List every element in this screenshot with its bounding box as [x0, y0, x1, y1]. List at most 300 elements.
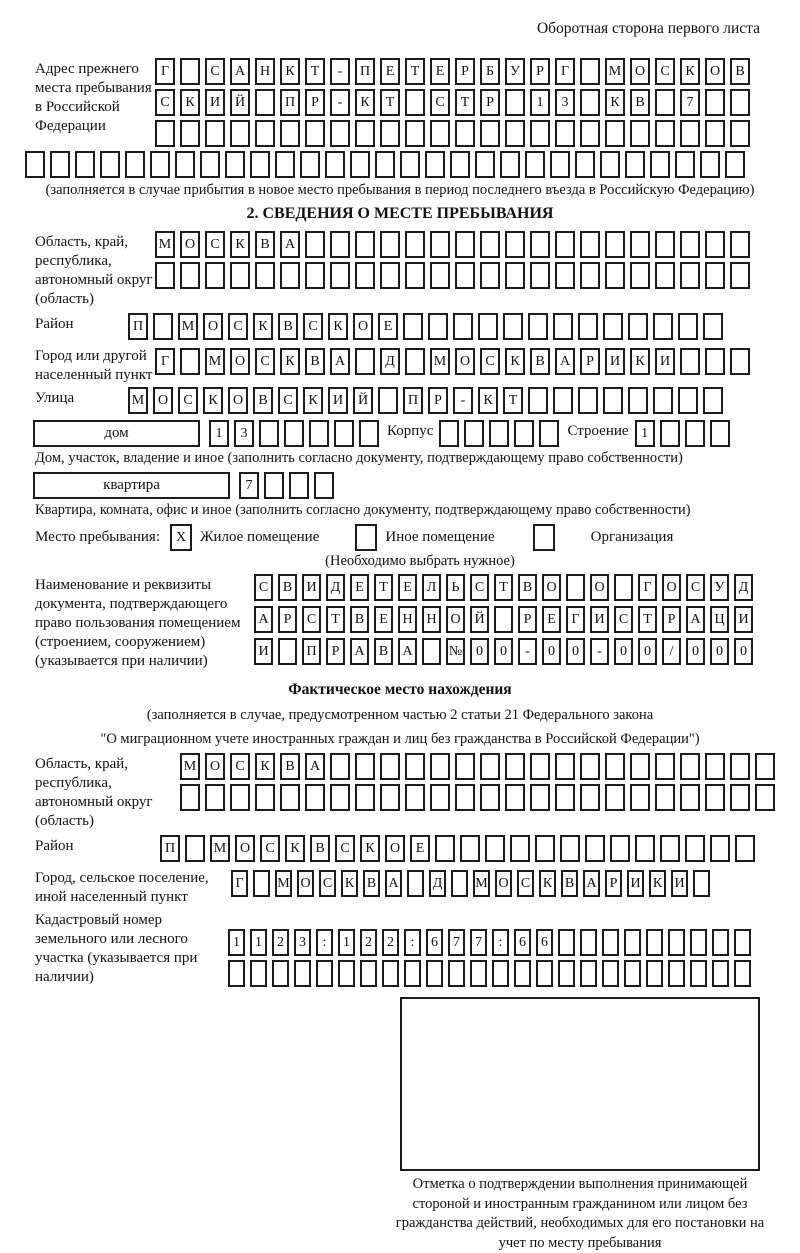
char-box[interactable]: К [230, 231, 250, 258]
char-box[interactable]: В [561, 870, 578, 897]
char-box[interactable]: Н [422, 606, 441, 633]
char-box[interactable] [180, 784, 200, 811]
char-box[interactable] [455, 231, 475, 258]
char-box[interactable]: Т [503, 387, 523, 414]
char-box[interactable]: : [404, 929, 421, 956]
char-box[interactable]: К [680, 58, 700, 85]
char-box[interactable]: Р [518, 606, 537, 633]
house-type-box[interactable]: дом [33, 420, 200, 447]
char-box[interactable]: П [280, 89, 300, 116]
char-box[interactable]: У [505, 58, 525, 85]
char-box[interactable]: С [205, 58, 225, 85]
char-box[interactable] [478, 313, 498, 340]
char-box[interactable]: К [539, 870, 556, 897]
char-box[interactable] [448, 960, 465, 987]
char-box[interactable] [289, 472, 309, 499]
char-box[interactable]: 0 [470, 638, 489, 665]
char-box[interactable]: К [505, 348, 525, 375]
char-box[interactable] [705, 231, 725, 258]
char-box[interactable]: 7 [680, 89, 700, 116]
char-box[interactable] [680, 348, 700, 375]
char-box[interactable] [430, 231, 450, 258]
char-box[interactable] [668, 929, 685, 956]
char-box[interactable]: О [180, 231, 200, 258]
char-box[interactable] [355, 784, 375, 811]
char-box[interactable] [230, 784, 250, 811]
char-box[interactable]: А [254, 606, 273, 633]
char-box[interactable]: Е [398, 574, 417, 601]
char-box[interactable] [693, 870, 710, 897]
char-box[interactable] [325, 151, 345, 178]
char-box[interactable] [330, 231, 350, 258]
char-box[interactable]: М [128, 387, 148, 414]
char-box[interactable] [705, 348, 725, 375]
char-box[interactable] [605, 784, 625, 811]
char-box[interactable]: 3 [294, 929, 311, 956]
char-box[interactable]: Р [530, 58, 550, 85]
char-box[interactable] [230, 262, 250, 289]
char-box[interactable] [505, 753, 525, 780]
char-box[interactable] [284, 420, 304, 447]
char-box[interactable] [305, 120, 325, 147]
char-box[interactable] [425, 151, 445, 178]
char-box[interactable]: С [278, 387, 298, 414]
char-box[interactable] [566, 574, 585, 601]
char-box[interactable] [536, 960, 553, 987]
char-box[interactable] [426, 960, 443, 987]
char-box[interactable] [539, 420, 559, 447]
char-box[interactable]: Д [734, 574, 753, 601]
char-box[interactable] [530, 753, 550, 780]
char-box[interactable]: В [305, 348, 325, 375]
char-box[interactable]: Г [638, 574, 657, 601]
char-box[interactable]: М [178, 313, 198, 340]
char-box[interactable]: В [350, 606, 369, 633]
char-box[interactable]: М [155, 231, 175, 258]
char-box[interactable]: П [403, 387, 423, 414]
char-box[interactable]: А [280, 231, 300, 258]
char-box[interactable] [580, 929, 597, 956]
char-box[interactable]: В [278, 574, 297, 601]
char-box[interactable]: / [662, 638, 681, 665]
char-box[interactable] [630, 262, 650, 289]
char-box[interactable]: : [316, 929, 333, 956]
char-box[interactable] [230, 120, 250, 147]
char-box[interactable]: Р [605, 870, 622, 897]
char-box[interactable] [578, 313, 598, 340]
char-box[interactable]: С [260, 835, 280, 862]
char-box[interactable]: 1 [228, 929, 245, 956]
char-box[interactable] [380, 262, 400, 289]
char-box[interactable] [660, 835, 680, 862]
char-box[interactable] [514, 960, 531, 987]
char-box[interactable] [675, 151, 695, 178]
char-box[interactable]: П [355, 58, 375, 85]
char-box[interactable] [405, 89, 425, 116]
char-box[interactable] [653, 313, 673, 340]
char-box[interactable]: Е [374, 606, 393, 633]
char-box[interactable]: И [302, 574, 321, 601]
char-box[interactable] [480, 784, 500, 811]
char-box[interactable] [555, 120, 575, 147]
char-box[interactable]: 0 [566, 638, 585, 665]
char-box[interactable]: Т [455, 89, 475, 116]
char-box[interactable] [678, 387, 698, 414]
char-box[interactable] [680, 262, 700, 289]
char-box[interactable] [505, 784, 525, 811]
char-box[interactable] [630, 120, 650, 147]
char-box[interactable] [492, 960, 509, 987]
char-box[interactable] [180, 58, 200, 85]
char-box[interactable] [25, 151, 45, 178]
char-box[interactable] [255, 120, 275, 147]
char-box[interactable] [690, 960, 707, 987]
char-box[interactable] [180, 348, 200, 375]
char-box[interactable]: О [630, 58, 650, 85]
char-box[interactable]: А [330, 348, 350, 375]
char-box[interactable] [610, 835, 630, 862]
char-box[interactable] [514, 420, 534, 447]
char-box[interactable] [525, 151, 545, 178]
char-box[interactable]: О [455, 348, 475, 375]
char-box[interactable] [503, 313, 523, 340]
char-box[interactable] [555, 753, 575, 780]
char-box[interactable] [646, 929, 663, 956]
char-box[interactable]: И [734, 606, 753, 633]
char-box[interactable]: К [328, 313, 348, 340]
char-box[interactable]: К [180, 89, 200, 116]
char-box[interactable] [380, 231, 400, 258]
char-box[interactable]: 1 [635, 420, 655, 447]
char-box[interactable]: : [492, 929, 509, 956]
char-box[interactable]: Т [326, 606, 345, 633]
char-box[interactable]: Г [555, 58, 575, 85]
char-box[interactable] [175, 151, 195, 178]
char-box[interactable]: И [590, 606, 609, 633]
char-box[interactable] [625, 151, 645, 178]
char-box[interactable]: А [230, 58, 250, 85]
char-box[interactable] [407, 870, 424, 897]
char-box[interactable]: К [303, 387, 323, 414]
char-box[interactable] [453, 313, 473, 340]
char-box[interactable]: О [446, 606, 465, 633]
char-box[interactable]: М [275, 870, 292, 897]
char-box[interactable] [451, 870, 468, 897]
char-box[interactable]: П [160, 835, 180, 862]
char-box[interactable] [703, 313, 723, 340]
char-box[interactable] [628, 387, 648, 414]
char-box[interactable] [585, 835, 605, 862]
char-box[interactable] [528, 313, 548, 340]
char-box[interactable] [505, 231, 525, 258]
char-box[interactable] [558, 929, 575, 956]
char-box[interactable] [153, 313, 173, 340]
char-box[interactable] [330, 753, 350, 780]
char-box[interactable] [635, 835, 655, 862]
char-box[interactable]: Ц [710, 606, 729, 633]
char-box[interactable] [380, 120, 400, 147]
char-box[interactable] [380, 784, 400, 811]
char-box[interactable] [430, 784, 450, 811]
char-box[interactable]: Е [380, 58, 400, 85]
char-box[interactable]: 0 [734, 638, 753, 665]
char-box[interactable] [280, 120, 300, 147]
char-box[interactable]: К [255, 753, 275, 780]
char-box[interactable]: К [280, 348, 300, 375]
char-box[interactable]: Й [230, 89, 250, 116]
char-box[interactable] [305, 784, 325, 811]
checkbox-inoe[interactable] [355, 524, 377, 551]
char-box[interactable] [355, 231, 375, 258]
char-box[interactable] [605, 753, 625, 780]
char-box[interactable]: М [205, 348, 225, 375]
char-box[interactable]: Г [566, 606, 585, 633]
char-box[interactable]: - [518, 638, 537, 665]
char-box[interactable]: М [605, 58, 625, 85]
char-box[interactable]: Т [638, 606, 657, 633]
char-box[interactable]: И [254, 638, 273, 665]
char-box[interactable] [330, 784, 350, 811]
apartment-type-box[interactable]: квартира [33, 472, 230, 499]
char-box[interactable] [705, 120, 725, 147]
char-box[interactable]: М [473, 870, 490, 897]
char-box[interactable] [430, 753, 450, 780]
char-box[interactable]: - [453, 387, 473, 414]
char-box[interactable] [125, 151, 145, 178]
char-box[interactable]: О [495, 870, 512, 897]
char-box[interactable] [253, 870, 270, 897]
char-box[interactable]: 3 [234, 420, 254, 447]
char-box[interactable] [734, 929, 751, 956]
char-box[interactable] [735, 835, 755, 862]
char-box[interactable] [405, 120, 425, 147]
char-box[interactable] [680, 753, 700, 780]
char-box[interactable]: М [210, 835, 230, 862]
char-box[interactable] [280, 262, 300, 289]
char-box[interactable]: В [310, 835, 330, 862]
char-box[interactable] [705, 262, 725, 289]
char-box[interactable] [485, 835, 505, 862]
char-box[interactable]: С [178, 387, 198, 414]
char-box[interactable] [602, 929, 619, 956]
char-box[interactable]: И [627, 870, 644, 897]
char-box[interactable] [205, 120, 225, 147]
char-box[interactable] [264, 472, 284, 499]
char-box[interactable] [580, 120, 600, 147]
char-box[interactable]: Й [353, 387, 373, 414]
char-box[interactable] [505, 262, 525, 289]
char-box[interactable]: 0 [494, 638, 513, 665]
char-box[interactable] [435, 835, 455, 862]
char-box[interactable]: Н [398, 606, 417, 633]
char-box[interactable]: 7 [239, 472, 259, 499]
char-box[interactable]: К [253, 313, 273, 340]
char-box[interactable] [500, 151, 520, 178]
char-box[interactable]: С [255, 348, 275, 375]
char-box[interactable]: К [203, 387, 223, 414]
char-box[interactable]: В [730, 58, 750, 85]
char-box[interactable]: С [254, 574, 273, 601]
char-box[interactable] [100, 151, 120, 178]
confirmation-mark-box[interactable] [400, 997, 760, 1171]
char-box[interactable] [455, 120, 475, 147]
char-box[interactable]: - [330, 58, 350, 85]
char-box[interactable] [225, 151, 245, 178]
char-box[interactable]: О [205, 753, 225, 780]
char-box[interactable] [603, 387, 623, 414]
char-box[interactable] [255, 784, 275, 811]
char-box[interactable]: О [662, 574, 681, 601]
char-box[interactable] [712, 960, 729, 987]
char-box[interactable] [375, 151, 395, 178]
char-box[interactable] [200, 151, 220, 178]
char-box[interactable] [558, 960, 575, 987]
char-box[interactable]: В [280, 753, 300, 780]
char-box[interactable]: В [630, 89, 650, 116]
char-box[interactable] [530, 120, 550, 147]
char-box[interactable] [309, 420, 329, 447]
char-box[interactable]: О [230, 348, 250, 375]
char-box[interactable]: А [686, 606, 705, 633]
char-box[interactable] [528, 387, 548, 414]
char-box[interactable] [300, 151, 320, 178]
char-box[interactable] [660, 420, 680, 447]
char-box[interactable]: Л [422, 574, 441, 601]
char-box[interactable]: 6 [536, 929, 553, 956]
char-box[interactable] [480, 262, 500, 289]
char-box[interactable] [580, 784, 600, 811]
char-box[interactable] [630, 784, 650, 811]
char-box[interactable] [555, 231, 575, 258]
char-box[interactable]: Т [374, 574, 393, 601]
char-box[interactable] [628, 313, 648, 340]
char-box[interactable] [712, 929, 729, 956]
char-box[interactable] [205, 784, 225, 811]
char-box[interactable] [730, 348, 750, 375]
char-box[interactable]: С [155, 89, 175, 116]
char-box[interactable]: О [297, 870, 314, 897]
char-box[interactable]: И [671, 870, 688, 897]
char-box[interactable] [228, 960, 245, 987]
char-box[interactable]: 3 [555, 89, 575, 116]
char-box[interactable] [655, 231, 675, 258]
char-box[interactable]: В [530, 348, 550, 375]
char-box[interactable]: В [363, 870, 380, 897]
char-box[interactable]: Д [380, 348, 400, 375]
char-box[interactable] [405, 262, 425, 289]
char-box[interactable] [575, 151, 595, 178]
char-box[interactable] [605, 231, 625, 258]
char-box[interactable]: М [180, 753, 200, 780]
char-box[interactable] [553, 313, 573, 340]
char-box[interactable] [685, 835, 705, 862]
char-box[interactable] [630, 753, 650, 780]
char-box[interactable] [703, 387, 723, 414]
char-box[interactable]: Е [350, 574, 369, 601]
char-box[interactable] [624, 960, 641, 987]
char-box[interactable] [272, 960, 289, 987]
char-box[interactable] [355, 120, 375, 147]
char-box[interactable]: И [605, 348, 625, 375]
char-box[interactable] [725, 151, 745, 178]
char-box[interactable] [614, 574, 633, 601]
char-box[interactable]: А [350, 638, 369, 665]
char-box[interactable] [275, 151, 295, 178]
char-box[interactable] [259, 420, 279, 447]
char-box[interactable]: 0 [638, 638, 657, 665]
char-box[interactable] [330, 262, 350, 289]
char-box[interactable]: Б [480, 58, 500, 85]
char-box[interactable]: 0 [542, 638, 561, 665]
char-box[interactable] [690, 929, 707, 956]
char-box[interactable]: О [228, 387, 248, 414]
char-box[interactable]: 0 [710, 638, 729, 665]
char-box[interactable]: Ь [446, 574, 465, 601]
char-box[interactable]: Т [380, 89, 400, 116]
char-box[interactable]: А [305, 753, 325, 780]
char-box[interactable]: Г [155, 348, 175, 375]
char-box[interactable] [405, 231, 425, 258]
char-box[interactable] [455, 262, 475, 289]
char-box[interactable] [646, 960, 663, 987]
char-box[interactable] [494, 606, 513, 633]
char-box[interactable] [578, 387, 598, 414]
char-box[interactable]: К [649, 870, 666, 897]
char-box[interactable] [359, 420, 379, 447]
char-box[interactable]: Р [305, 89, 325, 116]
char-box[interactable] [205, 262, 225, 289]
char-box[interactable] [480, 753, 500, 780]
char-box[interactable] [730, 231, 750, 258]
char-box[interactable] [430, 262, 450, 289]
char-box[interactable]: О [235, 835, 255, 862]
char-box[interactable]: В [253, 387, 273, 414]
char-box[interactable] [180, 120, 200, 147]
char-box[interactable]: А [555, 348, 575, 375]
char-box[interactable] [705, 89, 725, 116]
char-box[interactable] [603, 313, 623, 340]
char-box[interactable] [250, 960, 267, 987]
char-box[interactable] [450, 151, 470, 178]
char-box[interactable] [505, 120, 525, 147]
char-box[interactable]: С [517, 870, 534, 897]
char-box[interactable]: С [335, 835, 355, 862]
char-box[interactable]: Е [410, 835, 430, 862]
char-box[interactable]: 2 [272, 929, 289, 956]
char-box[interactable] [403, 313, 423, 340]
char-box[interactable] [430, 120, 450, 147]
char-box[interactable] [730, 262, 750, 289]
char-box[interactable]: 1 [209, 420, 229, 447]
char-box[interactable]: 7 [448, 929, 465, 956]
char-box[interactable]: К [630, 348, 650, 375]
char-box[interactable] [255, 89, 275, 116]
char-box[interactable]: Д [326, 574, 345, 601]
char-box[interactable] [655, 784, 675, 811]
char-box[interactable] [350, 151, 370, 178]
char-box[interactable] [400, 151, 420, 178]
char-box[interactable] [150, 151, 170, 178]
char-box[interactable] [355, 348, 375, 375]
char-box[interactable]: Н [255, 58, 275, 85]
char-box[interactable] [280, 784, 300, 811]
char-box[interactable] [305, 231, 325, 258]
char-box[interactable]: С [319, 870, 336, 897]
char-box[interactable] [655, 753, 675, 780]
char-box[interactable]: Е [430, 58, 450, 85]
char-box[interactable] [600, 151, 620, 178]
char-box[interactable] [155, 120, 175, 147]
